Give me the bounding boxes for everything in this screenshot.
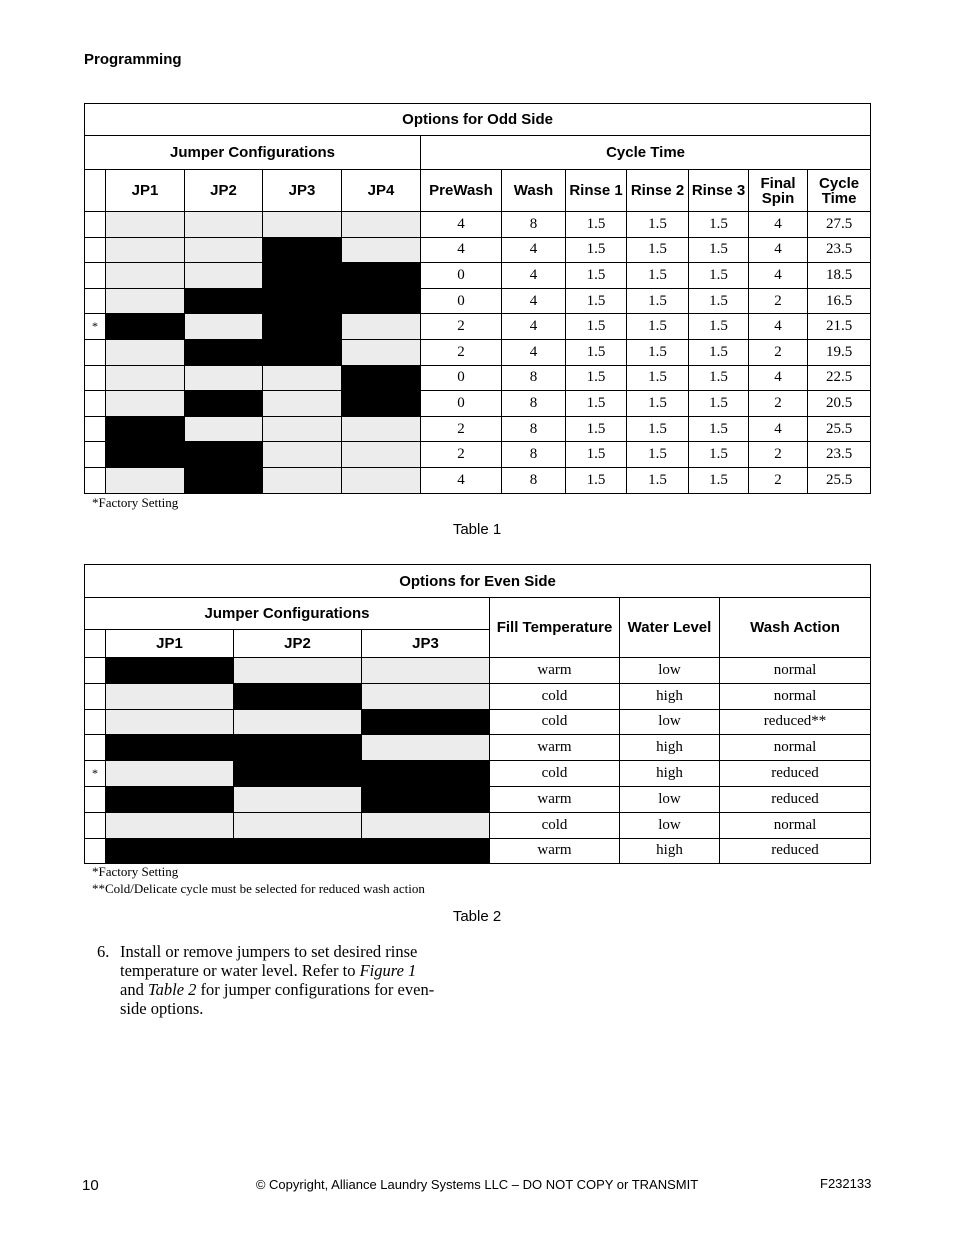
jumper-installed-cell — [362, 709, 490, 735]
cycle-time-cell: 1.5 — [627, 288, 689, 314]
cycle-time-cell: 1.5 — [689, 442, 749, 468]
factory-setting-mark — [85, 365, 106, 391]
jumper-installed-cell — [106, 416, 185, 442]
cycle-time-cell: 8 — [502, 212, 566, 238]
jumper-removed-cell — [185, 314, 263, 340]
document-number: F232133 — [820, 1176, 872, 1191]
option-value-cell: reduced — [720, 838, 871, 864]
cycle-time-cell: 8 — [502, 391, 566, 417]
jumper-removed-cell — [263, 391, 342, 417]
jumper-removed-cell — [263, 416, 342, 442]
cycle-time-cell: 4 — [502, 288, 566, 314]
jumper-removed-cell — [362, 735, 490, 761]
option-value-cell: high — [620, 735, 720, 761]
option-value-cell: high — [620, 838, 720, 864]
table-row — [85, 658, 871, 684]
cycle-time-cell: 4 — [502, 237, 566, 263]
factory-setting-mark — [85, 683, 106, 709]
option-value-cell: high — [620, 761, 720, 787]
cycle-time-cell: 1.5 — [566, 237, 627, 263]
cycle-time-cell: 4 — [502, 263, 566, 289]
table-row — [85, 365, 871, 391]
table1-caption: Table 1 — [452, 521, 502, 538]
option-header-water-level: Water Level — [620, 598, 720, 658]
option-value-cell: cold — [490, 761, 620, 787]
cycle-time-cell: 4 — [421, 467, 502, 493]
jumper-removed-cell — [185, 237, 263, 263]
jumper-removed-cell — [106, 761, 234, 787]
option-value-cell: reduced — [720, 761, 871, 787]
cycle-time-cell: 1.5 — [566, 416, 627, 442]
cycle-time-cell: 0 — [421, 263, 502, 289]
jumper-removed-cell — [263, 467, 342, 493]
jumper-removed-cell — [234, 812, 362, 838]
cycle-time-cell: 1.5 — [627, 442, 689, 468]
jumper-header-jp3: JP3 — [263, 170, 342, 212]
table-row — [85, 237, 871, 263]
table-row — [85, 212, 871, 238]
cycle-time-cell: 2 — [421, 442, 502, 468]
cycle-time-cell: 23.5 — [808, 442, 871, 468]
cycle-time-cell: 1.5 — [689, 416, 749, 442]
jumper-header-jp1: JP1 — [106, 630, 234, 658]
factory-setting-mark — [85, 442, 106, 468]
step-text — [120, 942, 442, 1018]
jumper-installed-cell — [185, 467, 263, 493]
factory-setting-mark — [85, 212, 106, 238]
table-row — [85, 391, 871, 417]
table2-caption: Table 2 — [452, 908, 502, 925]
factory-setting-mark — [85, 786, 106, 812]
option-value-cell: warm — [490, 786, 620, 812]
jumper-removed-cell — [106, 467, 185, 493]
table2-mark-header — [85, 630, 106, 658]
table-row — [85, 339, 871, 365]
cycle-time-cell: 4 — [749, 416, 808, 442]
cycle-time-cell: 1.5 — [566, 339, 627, 365]
option-value-cell: warm — [490, 658, 620, 684]
cycle-time-cell: 23.5 — [808, 237, 871, 263]
jumper-removed-cell — [342, 212, 421, 238]
factory-setting-mark — [85, 288, 106, 314]
factory-setting-mark — [85, 658, 106, 684]
cycle-time-cell: 8 — [502, 467, 566, 493]
cycle-time-cell: 8 — [502, 416, 566, 442]
cycle-time-cell: 1.5 — [689, 212, 749, 238]
jumper-installed-cell — [106, 314, 185, 340]
jumper-removed-cell — [362, 683, 490, 709]
cycle-header-rinse-2: Rinse 2 — [627, 170, 689, 212]
jumper-header-jp2: JP2 — [234, 630, 362, 658]
cycle-time-cell: 0 — [421, 391, 502, 417]
jumper-installed-cell — [234, 735, 362, 761]
jumper-installed-cell — [263, 314, 342, 340]
cycle-time-cell: 8 — [502, 365, 566, 391]
cycle-header-wash: Wash — [502, 170, 566, 212]
cycle-header-final-spin: Final Spin — [749, 170, 808, 212]
step-number: 6. — [97, 942, 110, 961]
cycle-time-cell: 2 — [749, 339, 808, 365]
jumper-installed-cell — [185, 442, 263, 468]
factory-setting-mark — [85, 838, 106, 864]
jumper-removed-cell — [362, 812, 490, 838]
table-row — [85, 314, 871, 340]
option-value-cell: cold — [490, 812, 620, 838]
jumper-removed-cell — [185, 212, 263, 238]
jumper-removed-cell — [234, 786, 362, 812]
option-value-cell: reduced — [720, 786, 871, 812]
option-value-cell: cold — [490, 683, 620, 709]
jumper-header-jp4: JP4 — [342, 170, 421, 212]
cycle-time-cell: 1.5 — [566, 212, 627, 238]
jumper-installed-cell — [342, 263, 421, 289]
jumper-installed-cell — [106, 658, 234, 684]
jumper-header-jp2: JP2 — [185, 170, 263, 212]
jumper-removed-cell — [263, 212, 342, 238]
jumper-removed-cell — [342, 467, 421, 493]
cycle-time-cell: 16.5 — [808, 288, 871, 314]
jumper-removed-cell — [342, 314, 421, 340]
cycle-time-cell: 19.5 — [808, 339, 871, 365]
option-value-cell: normal — [720, 658, 871, 684]
jumper-installed-cell — [106, 838, 234, 864]
table-row — [85, 288, 871, 314]
cycle-time-cell: 1.5 — [627, 263, 689, 289]
table1-jumper-group-header: Jumper Configurations — [85, 136, 421, 170]
table-reference: Table 2 — [147, 980, 197, 999]
jumper-installed-cell — [342, 391, 421, 417]
jumper-removed-cell — [106, 288, 185, 314]
table1-mark-header — [85, 170, 106, 212]
cycle-time-cell: 1.5 — [627, 391, 689, 417]
jumper-removed-cell — [234, 709, 362, 735]
cycle-time-cell: 18.5 — [808, 263, 871, 289]
cycle-time-cell: 1.5 — [627, 365, 689, 391]
jumper-installed-cell — [234, 683, 362, 709]
figure-reference: Figure 1 — [359, 961, 417, 980]
cycle-time-cell: 1.5 — [566, 467, 627, 493]
cycle-time-cell: 4 — [502, 339, 566, 365]
cycle-time-cell: 25.5 — [808, 467, 871, 493]
cycle-time-cell: 21.5 — [808, 314, 871, 340]
option-value-cell: low — [620, 658, 720, 684]
cycle-time-cell: 4 — [421, 237, 502, 263]
jumper-installed-cell — [263, 237, 342, 263]
table-row — [85, 442, 871, 468]
jumper-header-jp1: JP1 — [106, 170, 185, 212]
factory-setting-mark — [85, 467, 106, 493]
cycle-time-cell: 1.5 — [689, 339, 749, 365]
factory-setting-mark — [85, 709, 106, 735]
option-value-cell: normal — [720, 683, 871, 709]
cycle-time-cell: 2 — [749, 467, 808, 493]
instruction-step-6 — [97, 942, 442, 1018]
cycle-time-cell: 2 — [421, 314, 502, 340]
option-value-cell: low — [620, 786, 720, 812]
jumper-installed-cell — [362, 838, 490, 864]
jumper-removed-cell — [263, 365, 342, 391]
cycle-time-cell: 1.5 — [689, 365, 749, 391]
cycle-time-cell: 1.5 — [627, 237, 689, 263]
cycle-time-cell: 27.5 — [808, 212, 871, 238]
jumper-removed-cell — [106, 812, 234, 838]
jumper-removed-cell — [106, 263, 185, 289]
option-value-cell: low — [620, 709, 720, 735]
page-number: 10 — [82, 1177, 99, 1194]
option-value-cell: high — [620, 683, 720, 709]
jumper-removed-cell — [106, 212, 185, 238]
cycle-time-cell: 1.5 — [627, 416, 689, 442]
cycle-time-cell: 20.5 — [808, 391, 871, 417]
cycle-time-cell: 1.5 — [566, 314, 627, 340]
cycle-time-cell: 4 — [421, 212, 502, 238]
jumper-installed-cell — [234, 838, 362, 864]
option-value-cell: cold — [490, 709, 620, 735]
jumper-removed-cell — [185, 416, 263, 442]
cycle-time-cell: 2 — [749, 391, 808, 417]
cycle-time-cell: 1.5 — [566, 391, 627, 417]
table-row — [85, 467, 871, 493]
option-header-wash-action: Wash Action — [720, 598, 871, 658]
table2-footnote-reduced: **Cold/Delicate cycle must be selected for reduced wash action — [92, 881, 425, 896]
option-value-cell: reduced** — [720, 709, 871, 735]
jumper-installed-cell — [106, 442, 185, 468]
cycle-header-rinse-1: Rinse 1 — [566, 170, 627, 212]
option-header-fill-temperature: Fill Temperature — [490, 598, 620, 658]
cycle-time-cell: 1.5 — [627, 339, 689, 365]
factory-setting-mark — [85, 735, 106, 761]
table-row — [85, 709, 871, 735]
table2-footnote-factory: *Factory Setting — [92, 864, 179, 879]
cycle-time-cell: 1.5 — [566, 442, 627, 468]
factory-setting-mark: * — [85, 761, 106, 787]
cycle-time-cell: 8 — [502, 442, 566, 468]
cycle-time-cell: 1.5 — [689, 263, 749, 289]
jumper-removed-cell — [342, 339, 421, 365]
option-value-cell: normal — [720, 812, 871, 838]
jumper-removed-cell — [106, 237, 185, 263]
option-value-cell: warm — [490, 838, 620, 864]
cycle-time-cell: 1.5 — [566, 263, 627, 289]
cycle-time-cell: 4 — [502, 314, 566, 340]
cycle-time-cell: 1.5 — [566, 288, 627, 314]
table-row — [85, 838, 871, 864]
jumper-installed-cell — [362, 786, 490, 812]
cycle-time-cell: 4 — [749, 314, 808, 340]
jumper-removed-cell — [106, 391, 185, 417]
option-value-cell: warm — [490, 735, 620, 761]
cycle-time-cell: 2 — [749, 442, 808, 468]
jumper-installed-cell — [106, 735, 234, 761]
cycle-time-cell: 2 — [421, 339, 502, 365]
jumper-installed-cell — [106, 786, 234, 812]
cycle-time-cell: 4 — [749, 237, 808, 263]
cycle-time-cell: 4 — [749, 263, 808, 289]
factory-setting-mark — [85, 263, 106, 289]
factory-setting-mark — [85, 237, 106, 263]
cycle-time-cell: 1.5 — [627, 467, 689, 493]
jumper-removed-cell — [263, 442, 342, 468]
table-row — [85, 786, 871, 812]
factory-setting-mark — [85, 339, 106, 365]
step-text-part: for jumper configurations for even-side options. — [120, 980, 435, 1018]
table-row — [85, 263, 871, 289]
cycle-time-cell: 4 — [749, 365, 808, 391]
cycle-time-cell: 22.5 — [808, 365, 871, 391]
cycle-time-cell: 4 — [749, 212, 808, 238]
jumper-removed-cell — [362, 658, 490, 684]
cycle-time-cell: 2 — [749, 288, 808, 314]
jumper-removed-cell — [234, 658, 362, 684]
cycle-time-cell: 1.5 — [689, 288, 749, 314]
cycle-header-prewash: PreWash — [421, 170, 502, 212]
table-row — [85, 416, 871, 442]
jumper-header-jp3: JP3 — [362, 630, 490, 658]
table-row — [85, 812, 871, 838]
jumper-removed-cell — [106, 365, 185, 391]
jumper-installed-cell — [263, 263, 342, 289]
step-text-part: Install or remove jumpers to set desired rinse temperature or water level. Refer to — [120, 942, 418, 980]
jumper-removed-cell — [185, 365, 263, 391]
table-row — [85, 683, 871, 709]
jumper-removed-cell — [106, 683, 234, 709]
table-row — [85, 761, 871, 787]
cycle-time-cell: 1.5 — [689, 314, 749, 340]
table1-footnote: *Factory Setting — [92, 495, 179, 510]
table1-cycle-group-header: Cycle Time — [421, 136, 871, 170]
table2-jumper-group-header: Jumper Configurations — [85, 598, 490, 630]
cycle-time-cell: 2 — [421, 416, 502, 442]
step-text-part: and — [120, 980, 148, 999]
jumper-removed-cell — [342, 416, 421, 442]
jumper-removed-cell — [106, 339, 185, 365]
jumper-installed-cell — [185, 339, 263, 365]
section-header: Programming — [84, 51, 182, 68]
jumper-installed-cell — [185, 391, 263, 417]
factory-setting-mark: * — [85, 314, 106, 340]
option-value-cell: normal — [720, 735, 871, 761]
cycle-time-cell: 1.5 — [627, 212, 689, 238]
cycle-time-cell: 0 — [421, 365, 502, 391]
jumper-installed-cell — [342, 365, 421, 391]
jumper-installed-cell — [234, 761, 362, 787]
table1-title: Options for Odd Side — [85, 104, 871, 136]
option-value-cell: low — [620, 812, 720, 838]
even-side-options-table — [84, 564, 871, 864]
cycle-header-rinse-3: Rinse 3 — [689, 170, 749, 212]
factory-setting-mark — [85, 812, 106, 838]
cycle-time-cell: 1.5 — [689, 237, 749, 263]
jumper-removed-cell — [342, 442, 421, 468]
cycle-time-cell: 1.5 — [689, 391, 749, 417]
factory-setting-mark — [85, 416, 106, 442]
cycle-time-cell: 1.5 — [689, 467, 749, 493]
cycle-time-cell: 1.5 — [566, 365, 627, 391]
jumper-installed-cell — [185, 288, 263, 314]
table-row — [85, 735, 871, 761]
jumper-removed-cell — [106, 709, 234, 735]
jumper-installed-cell — [263, 288, 342, 314]
cycle-time-cell: 0 — [421, 288, 502, 314]
copyright-notice: © Copyright, Alliance Laundry Systems LLC – DO NOT COPY or TRANSMIT — [255, 1177, 699, 1192]
cycle-header-cycle-time: Cycle Time — [808, 170, 871, 212]
cycle-time-cell: 25.5 — [808, 416, 871, 442]
table2-title: Options for Even Side — [85, 565, 871, 598]
jumper-removed-cell — [185, 263, 263, 289]
cycle-time-cell: 1.5 — [627, 314, 689, 340]
factory-setting-mark — [85, 391, 106, 417]
jumper-installed-cell — [263, 339, 342, 365]
jumper-installed-cell — [342, 288, 421, 314]
odd-side-options-table — [84, 103, 871, 494]
jumper-installed-cell — [362, 761, 490, 787]
jumper-removed-cell — [342, 237, 421, 263]
